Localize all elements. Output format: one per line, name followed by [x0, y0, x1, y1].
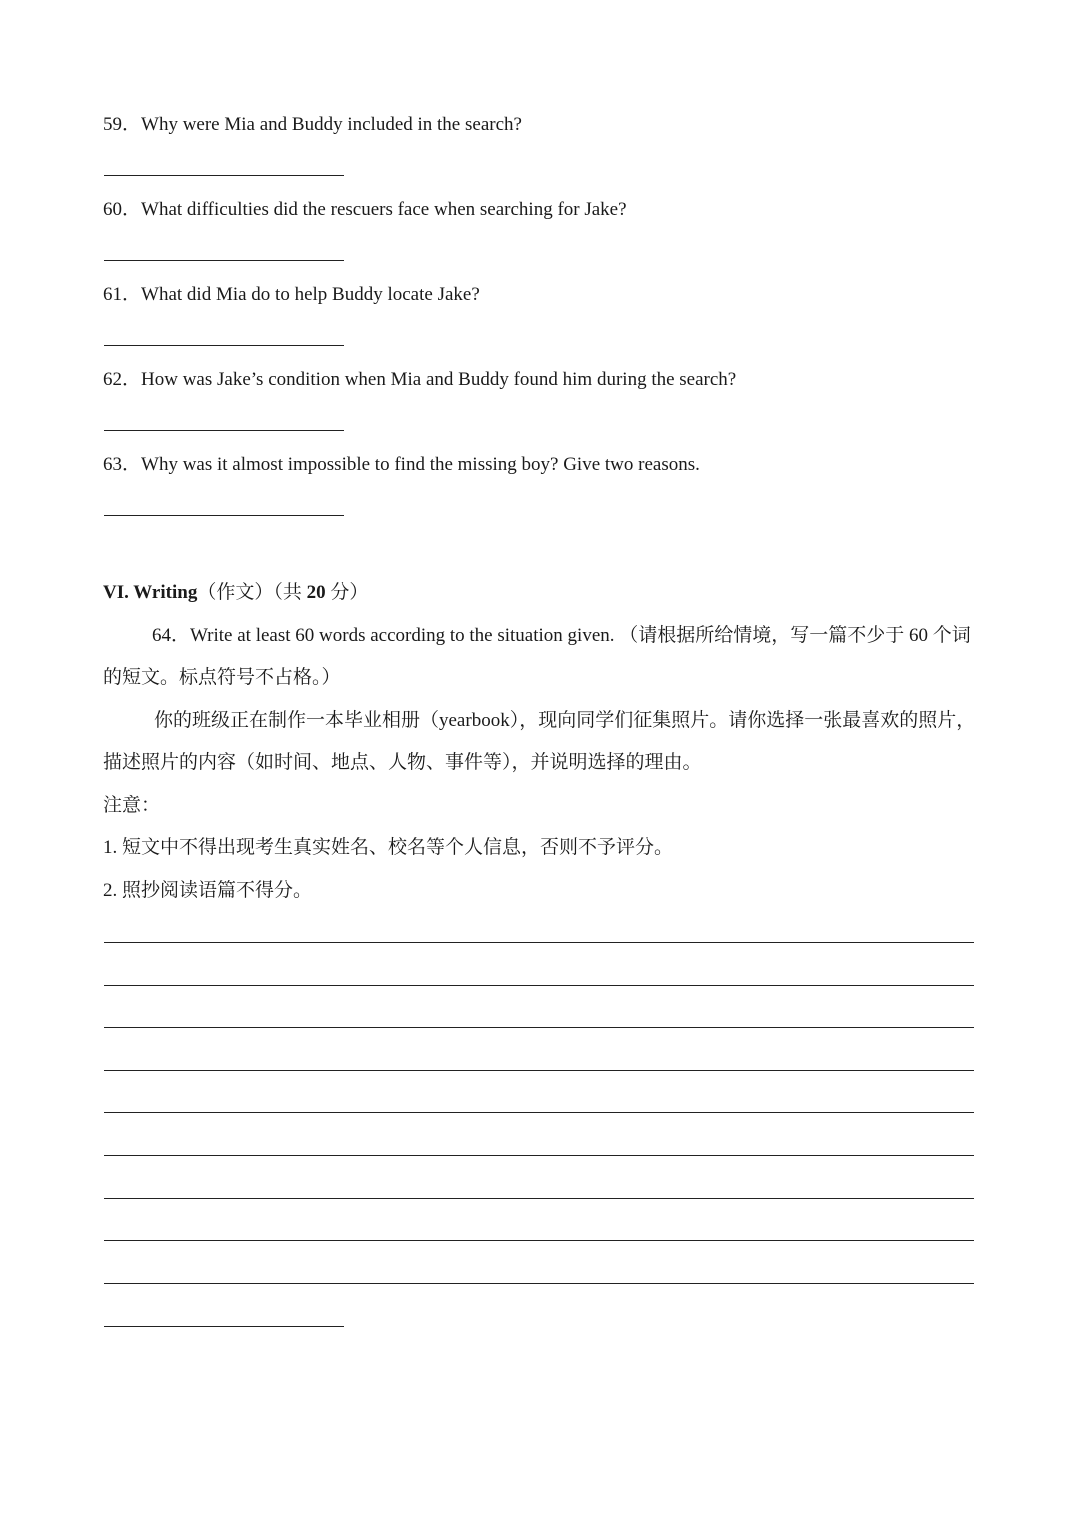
- question-text: What did Mia do to help Buddy locate Jake?: [141, 284, 480, 305]
- question-text: Why was it almost impossible to find the missing boy? Give two reasons.: [141, 454, 700, 475]
- question-62: [103, 368, 736, 392]
- situation-line1: 你的班级正在制作一本毕业相册（yearbook），现向同学们征集照片。请你选择一张最喜欢的照片，: [154, 710, 976, 731]
- section-heading-writing: [103, 581, 368, 605]
- section-points-suffix: 分）: [325, 582, 369, 603]
- writing-line-short[interactable]: [104, 1326, 344, 1327]
- question-60: [103, 198, 627, 222]
- section-points: 20: [306, 582, 326, 603]
- question-number: 62．: [103, 369, 142, 390]
- question-number: 61．: [103, 284, 142, 305]
- note-item-1: 1. 短文中不得出现考生真实姓名、校名等个人信息，否则不予评分。: [103, 837, 674, 858]
- answer-blank-62[interactable]: [104, 430, 344, 431]
- section-label-cn: （作文）（共: [197, 582, 307, 603]
- writing-line[interactable]: [104, 1240, 974, 1241]
- writing-line[interactable]: [104, 1112, 974, 1113]
- writing-line[interactable]: [104, 985, 974, 986]
- answer-blank-60[interactable]: [104, 260, 344, 261]
- note-title: 注意：: [103, 795, 161, 816]
- writing-line[interactable]: [104, 1027, 974, 1028]
- question-number: 60．: [103, 199, 142, 220]
- answer-blank-63[interactable]: [104, 515, 344, 516]
- question-number: 63．: [103, 454, 142, 475]
- writing-line[interactable]: [104, 942, 974, 943]
- note-item-2: 2. 照抄阅读语篇不得分。: [103, 880, 313, 901]
- writing-line[interactable]: [104, 1155, 974, 1156]
- answer-blank-59[interactable]: [104, 175, 344, 176]
- question-text: How was Jake’s condition when Mia and Buddy found him during the search?: [141, 369, 737, 390]
- question-number: 59．: [103, 114, 142, 135]
- question-text: Why were Mia and Buddy included in the search?: [141, 114, 522, 135]
- writing-line[interactable]: [104, 1070, 974, 1071]
- writing-line[interactable]: [104, 1198, 974, 1199]
- writing-line[interactable]: [104, 1283, 974, 1284]
- section-label: VI. Writing: [103, 582, 198, 603]
- answer-blank-61[interactable]: [104, 345, 344, 346]
- writing-prompt-line2: 的短文。标点符号不占格。）: [103, 667, 341, 688]
- question-61: [103, 283, 480, 307]
- question-text: What difficulties did the rescuers face when searching for Jake?: [141, 199, 627, 220]
- question-63: [103, 453, 700, 477]
- question-59: [103, 113, 522, 137]
- writing-prompt-line1: 64．Write at least 60 words according to the situation given. （请根据所给情境，写一篇不少于 60 个词: [152, 625, 971, 646]
- situation-line2: 描述照片的内容（如时间、地点、人物、事件等），并说明选择的理由。: [103, 752, 702, 773]
